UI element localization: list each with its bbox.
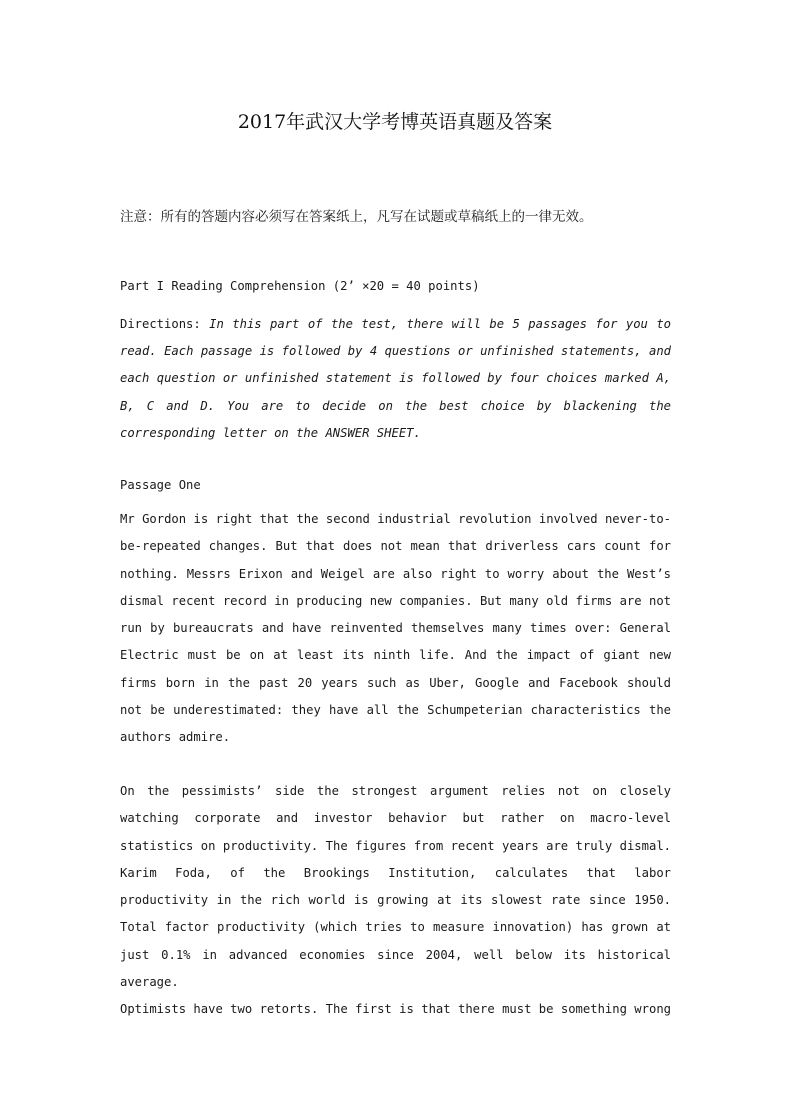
passage-paragraph-3: Optimists have two retorts. The first is that there must be something wrong	[120, 1002, 671, 1016]
directions-text: In this part of the test, there will be 5 passages for you to read. Each passage is followed by 4 questions or unfinished statements, and each question or unfinished statement is followed by four choices marked A, B, C and D. You are to decide on the best choice by blackening the corresponding letter on the ANSWER SHEET.	[120, 317, 671, 440]
passage-paragraph-2: On the pessimists’ side the strongest argument relies not on closely watching corporate and investor behavior but rather on macro-level statistics on productivity. The figures from recent years are truly dismal. Karim Foda, of the Brookings Institution, calculates that labor productivity in the rich world is growing at its slowest rate since 1950. Total factor productivity (which tries to measure innovation) has grown at just 0.1% in advanced economies since 2004, well below its historical average.	[120, 784, 671, 990]
exam-notice: 注意：所有的答题内容必须写在答案纸上，凡写在试题或草稿纸上的一律无效。	[120, 209, 593, 225]
part-heading: Part I Reading Comprehension (2’ ×20 = 40 points)	[120, 279, 480, 293]
document-title: 2017年武汉大学考博英语真题及答案	[237, 111, 553, 133]
directions-label: Directions:	[120, 317, 201, 331]
directions-block	[120, 311, 671, 447]
passage-paragraph-1: Mr Gordon is right that the second industrial revolution involved never-to-be-repeated changes. But that does not mean that driverless cars count for nothing. Messrs Erixon and Weigel are also right to worry about the West’s dismal recent record in producing new companies. But many old firms are not run by bureaucrats and have reinvented themselves many times over: General Electric must be on at least its ninth life. And the impact of giant new firms born in the past 20 years such as Uber, Google and Facebook should not be underestimated: they have all the Schumpeterian characteristics the authors admire.	[120, 512, 671, 745]
passage-label: Passage One	[120, 478, 201, 492]
